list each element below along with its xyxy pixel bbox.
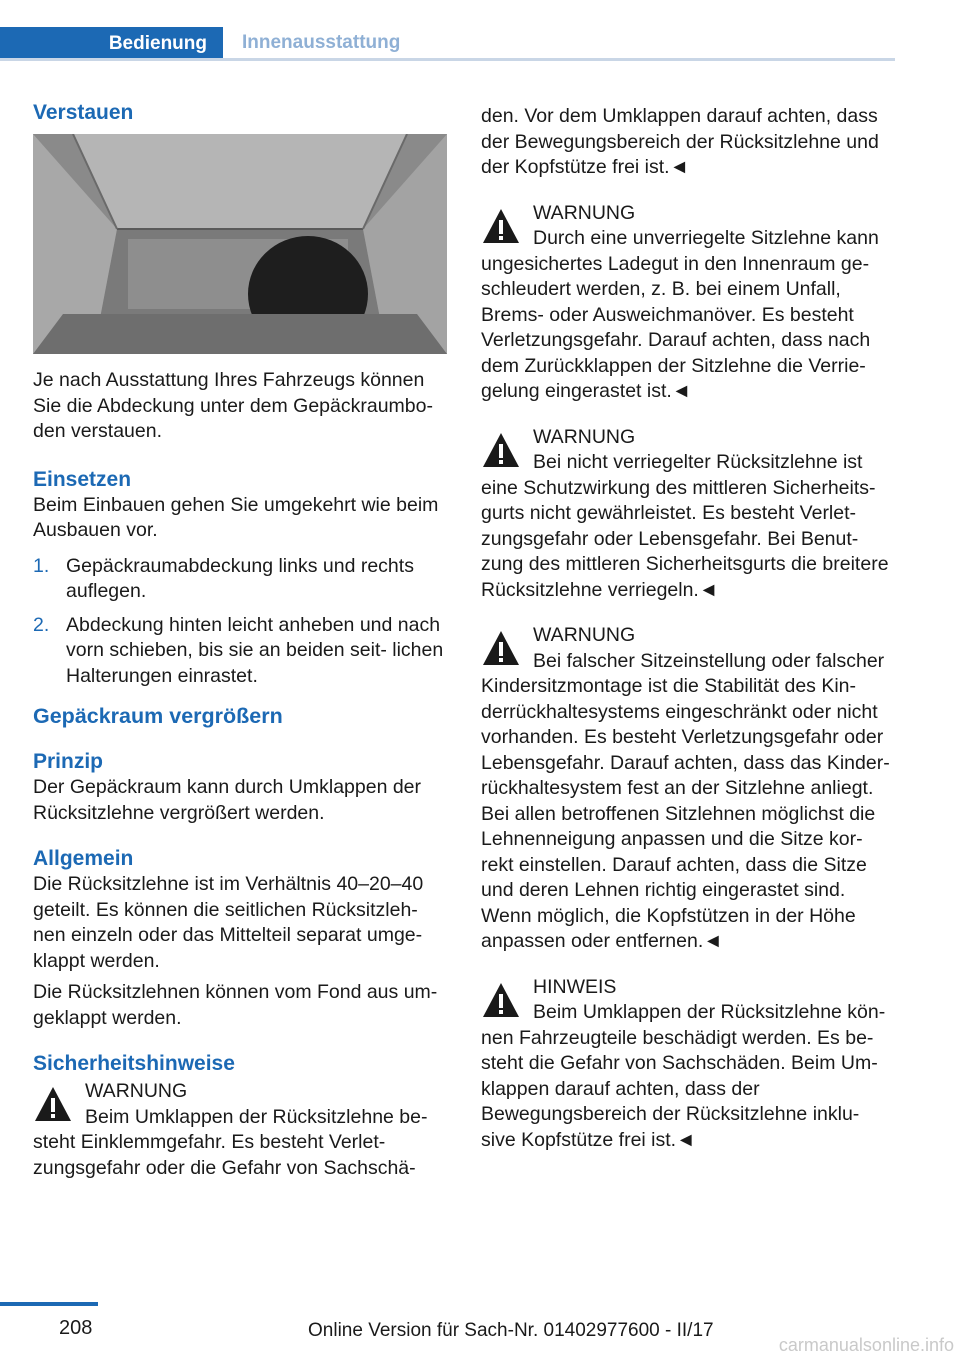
- notice-block: [481, 975, 897, 1154]
- step-text: Gepäckraumabdeckung links und rechts auflegen.: [66, 554, 414, 602]
- warning-triangle-icon: [33, 1085, 73, 1123]
- allgemein-text-1: Die Rücksitzlehne ist im Verhältnis 40–20–40 geteilt. Es können die seitlichen Rücksitzleh‐ nen einzeln oder das Mittelteil separat umge‐ klappt werden.: [33, 873, 424, 972]
- header-divider: [0, 58, 895, 61]
- tab-bedienung[interactable]: Bedienung: [0, 27, 223, 61]
- heading-sicherheitshinweise: Sicherheitshinweise: [33, 1052, 235, 1075]
- notice-triangle-icon: [481, 981, 521, 1019]
- warning-label: WARNUNG: [85, 1080, 188, 1102]
- footer-divider: [0, 1302, 98, 1306]
- left-column: [33, 100, 449, 1181]
- heading-gepaeckraum-vergroessern: Gepäckraum vergrößern: [33, 704, 283, 728]
- warning-triangle-icon: [481, 629, 521, 667]
- warning-block: [481, 201, 897, 405]
- warning-text: Kindersitzmontage ist die Stabilität des Kin‐ derrückhaltesystems eingeschränkt oder nicht vorhanden. Es besteht Verletzungsgefahr oder Lebensgefahr. Darauf achten, dass das Kinder‐ rückhaltesystem fest an der Sitzlehne anliegt. Bei allen betroffenen Sitzlehnen möglichst die Lehnenneigung anpassen und die Sitze kor‐ rekt einstellen. Darauf achten, dass die Sitze und deren Lehnen richtig eingerastet sind. Wenn möglich, die Kopfstützen in der Höhe anpassen oder entfernen.◄: [481, 675, 890, 952]
- trunk-photo: [33, 134, 447, 354]
- heading-prinzip: Prinzip: [33, 750, 104, 773]
- list-item: [33, 554, 449, 605]
- steps-list: [33, 554, 449, 690]
- warning-block: [481, 425, 897, 604]
- continuation-text: den. Vor dem Umklappen darauf achten, dass der Bewegungsbereich der Rücksitzlehne und der Kopfstütze frei ist.◄: [481, 105, 879, 178]
- tab-innenausstattung[interactable]: Innenausstattung: [242, 31, 401, 53]
- notice-label: HINWEIS: [533, 975, 617, 998]
- watermark: carmanualsonline.info: [778, 1335, 954, 1355]
- warning-label: WARNUNG: [533, 201, 636, 224]
- warning-label: WARNUNG: [533, 624, 636, 646]
- warning-first-line: Durch eine unverriegelte Sitzlehne kann: [533, 227, 879, 249]
- list-item: [33, 613, 449, 690]
- warning-text: ungesichertes Ladegut in den Innenraum ge‐ schleudert werden, z. B. bei einem Unfall, Brems- oder Ausweichmanöver. Es besteht Verletzungsgefahr. Darauf achten, dass nach dem Zurückklappen der Sitzlehne die Verrie‐ gelung eingerastet ist.◄: [481, 252, 871, 402]
- allgemein-text-2: Die Rücksitzlehnen können vom Fond aus um‐ geklappt werden.: [33, 981, 438, 1029]
- warning-first-line: Bei nicht verriegelter Rücksitzlehne ist: [533, 451, 863, 473]
- page-number: 208: [59, 1317, 93, 1339]
- notice-first-line: Beim Umklappen der Rücksitzlehne kön‐: [533, 1001, 886, 1023]
- online-version-text: Online Version für Sach-Nr. 01402977600 - II/17: [308, 1320, 714, 1341]
- warning-triangle-icon: [481, 431, 521, 469]
- warning-triangle-icon: [481, 207, 521, 245]
- verstauen-text: Je nach Ausstattung Ihres Fahrzeugs können Sie die Abdeckung unter dem Gepäckraumbo‐ den verstauen.: [33, 369, 433, 442]
- warning-first-line: Bei falscher Sitzeinstellung oder falscher: [533, 649, 885, 672]
- warning-first-line: Beim Umklappen der Rücksitzlehne be‐: [85, 1105, 428, 1128]
- notice-text: nen Fahrzeugteile beschädigt werden. Es be‐ steht die Gefahr von Sachschäden. Beim Um‐ klappen darauf achten, dass der Bewegungsbereich der Rücksitzlehne inklu‐ sive Kopfstütze frei ist.◄: [481, 1026, 878, 1151]
- warning-label: WARNUNG: [533, 425, 636, 448]
- einsetzen-text: Beim Einbauen gehen Sie umgekehrt wie beim Ausbauen vor.: [33, 493, 439, 541]
- warning-block: [33, 1079, 449, 1181]
- warning-text: eine Schutzwirkung des mittleren Sicherheits‐ gurts nicht gewährleistet. Es besteht Verlet‐ zungsgefahr oder Lebensgefahr. Bei Benut‐ zung des mittleren Sicherheitsgurts die breitere Rücksitzlehne verriegeln.◄: [481, 476, 889, 601]
- top-navigation: [0, 27, 895, 61]
- warning-text: steht Einklemmgefahr. Es besteht Verlet‐ zungsgefahr oder die Gefahr von Sachschä‐: [33, 1131, 416, 1179]
- heading-verstauen: Verstauen: [33, 101, 134, 124]
- step-number: 1.: [33, 554, 50, 577]
- prinzip-text: Der Gepäckraum kann durch Umklappen der Rücksitzlehne vergrößert werden.: [33, 776, 422, 824]
- step-number: 2.: [33, 613, 50, 636]
- heading-allgemein: Allgemein: [33, 847, 134, 870]
- right-column: [481, 100, 897, 1153]
- warning-block: [481, 623, 897, 955]
- heading-einsetzen: Einsetzen: [33, 467, 132, 491]
- step-text: Abdeckung hinten leicht anheben und nach vorn schieben, bis sie an beiden seit‐ lichen Halterungen einrastet.: [66, 613, 444, 687]
